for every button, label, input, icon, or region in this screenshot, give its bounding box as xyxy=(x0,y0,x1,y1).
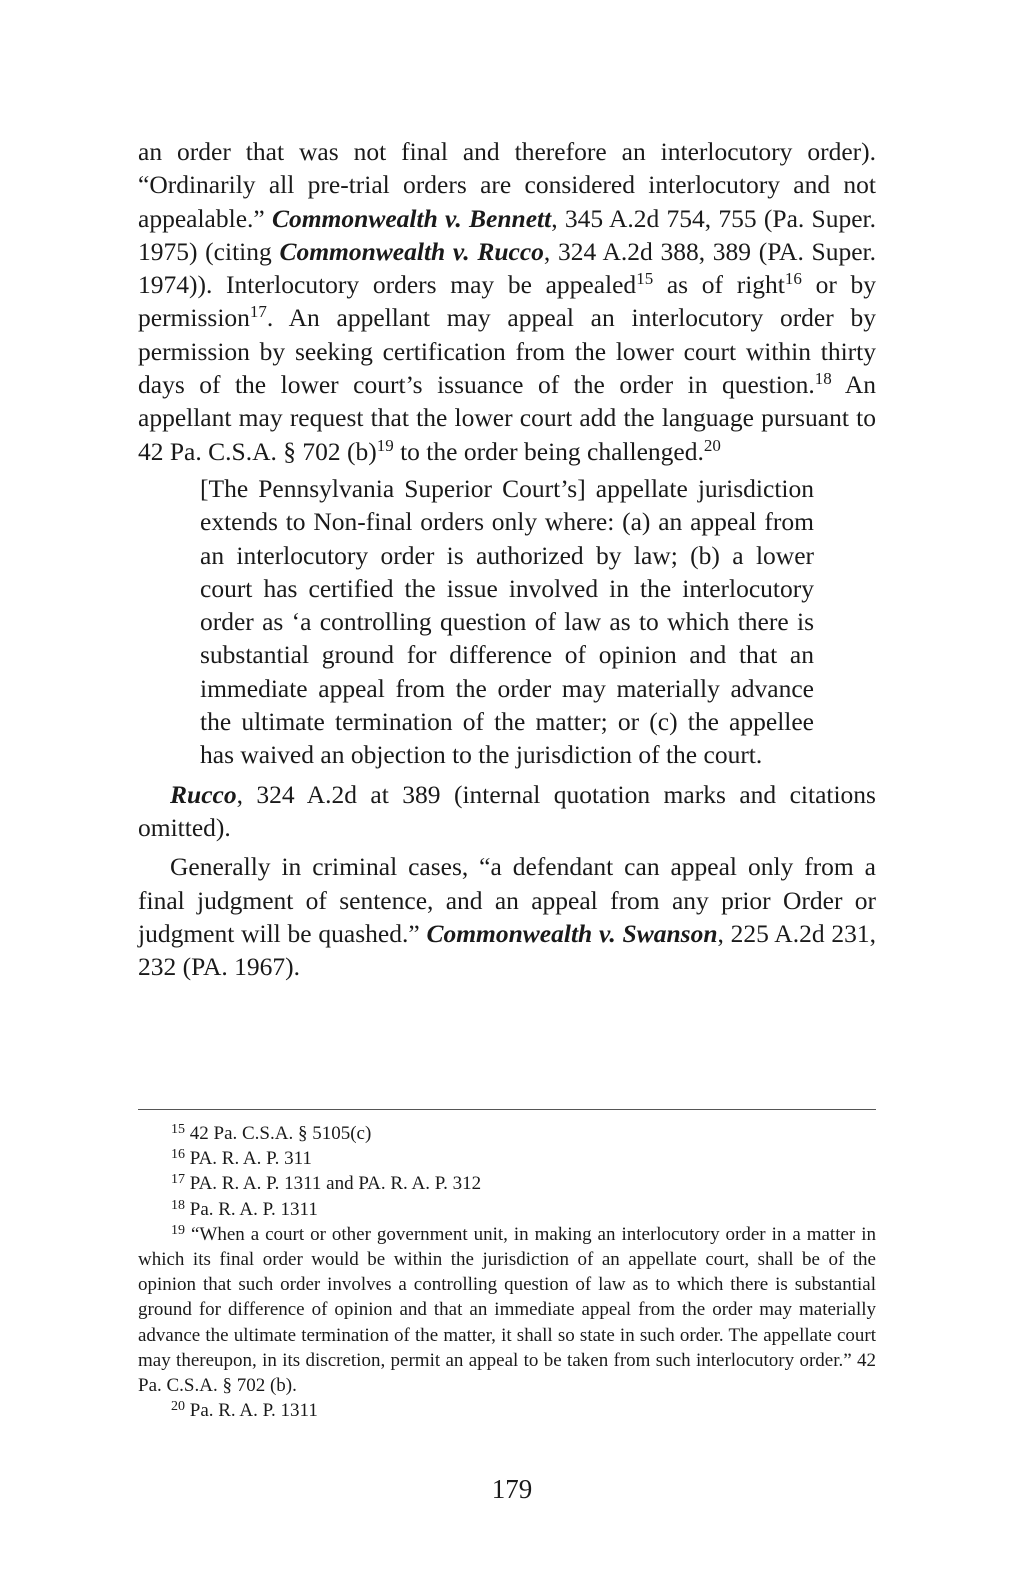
footnote-ref-16: 16 xyxy=(784,269,802,289)
text-run: , 324 A.2d 388, 389 (PA. Super. 1974)). Interlocutory orders may be appealed xyxy=(138,236,876,300)
footnote-number: 19 xyxy=(171,1222,185,1238)
footnote-number: 15 xyxy=(171,1122,185,1137)
text-run: , 324 A.2d at 389 (internal quotation marks and citations omitted). xyxy=(138,779,876,842)
page-body xyxy=(138,135,876,983)
paragraph-rucco-citation xyxy=(138,778,876,845)
text-run: . An appellant may appeal an interlocutory order by permission by seeking certification from the lower court within thirty days of the lower court’s issuance of the order in question. xyxy=(138,303,876,400)
footnote-19 xyxy=(138,1222,876,1398)
text-run: an order that was not final and therefore an interlocutory order). “Ordinarily all pre-trial orders are considered interlocutory and not appealable.” xyxy=(138,137,876,233)
footnote-18 xyxy=(138,1197,876,1222)
footnote-number: 16 xyxy=(171,1147,185,1163)
text-run: , 225 A.2d 231, 232 (PA. 1967). xyxy=(138,918,876,982)
paragraph-interlocutory-orders xyxy=(138,135,876,468)
footnote-17 xyxy=(138,1171,876,1196)
case-name: Commonwealth v. Rucco xyxy=(279,236,544,266)
footnote-number: 17 xyxy=(171,1172,185,1188)
footnote-ref-17: 17 xyxy=(249,302,267,322)
case-name: Commonwealth v. Swanson xyxy=(426,918,718,948)
footnote-text: PA. R. A. P. 311 xyxy=(185,1148,312,1170)
footnote-text: Pa. R. A. P. 1311 xyxy=(185,1198,318,1220)
footnotes xyxy=(138,1121,876,1423)
footnote-ref-15: 15 xyxy=(636,269,654,289)
footnote-ref-20: 20 xyxy=(703,435,721,455)
footnote-15 xyxy=(138,1121,876,1146)
text-run: as of right xyxy=(653,270,785,300)
footnote-ref-19: 19 xyxy=(376,435,394,455)
footnote-divider xyxy=(138,1109,876,1110)
footnote-text: “When a court or other government unit, in making an interlocutory order in a matter in which its final order would be within the jurisdiction of an appellate court, shall be of the opinion that such order involves a controlling question of law as to which there is substantial ground for difference of opinion and that an immediate appeal from the order may materially advance the ultimate termination of the matter, it shall so state in such order. The appellate court may thereupon, in its discretion, permit an appeal to be taken from such interlocutory order.” 42 Pa. C.S.A. § 702 (b). xyxy=(138,1223,876,1397)
text-run: or by permission xyxy=(138,270,876,333)
paragraph-criminal-cases xyxy=(138,850,876,983)
text-run: An appellant may request that the lower court add the language pursuant to 42 Pa. C.S.A. § 702 (b) xyxy=(138,370,876,466)
footnote-text: PA. R. A. P. 1311 and PA. R. A. P. 312 xyxy=(185,1173,482,1195)
block-quote: [The Pennsylvania Superior Court’s] appellate jurisdiction extends to Non-final orders only where: (a) an appeal from an interlocutory order is authorized by law; (b) a lower court has certified the issue involved in the interlocutory order as ‘a controlling question of law as to which there is substantial ground for difference of opinion and that an immediate appeal from the order may materially advance the ultimate termination of the matter; or (c) the appellee has waived an objection to the jurisdiction of the court. xyxy=(200,473,814,770)
footnote-16 xyxy=(138,1146,876,1171)
text-run: , 345 A.2d 754, 755 (Pa. Super. 1975) (citing xyxy=(138,203,877,266)
case-name: Rucco xyxy=(170,779,237,809)
footnote-number: 18 xyxy=(171,1197,185,1213)
footnote-text: 42 Pa. C.S.A. § 5105(c) xyxy=(185,1123,372,1144)
footnote-number: 20 xyxy=(171,1399,185,1415)
case-name: Commonwealth v. Bennett xyxy=(271,203,552,233)
text-run: to the order being challenged. xyxy=(393,436,704,466)
footnote-text: Pa. R. A. P. 1311 xyxy=(185,1400,318,1422)
page-number: 179 xyxy=(491,1474,533,1504)
footnote-ref-18: 18 xyxy=(814,369,832,389)
footnote-20 xyxy=(138,1398,876,1423)
text-run: Generally in criminal cases, “a defendant can appeal only from a final judgment of sentence, and an appeal from any prior Order or judgment will be quashed.” xyxy=(138,852,876,948)
